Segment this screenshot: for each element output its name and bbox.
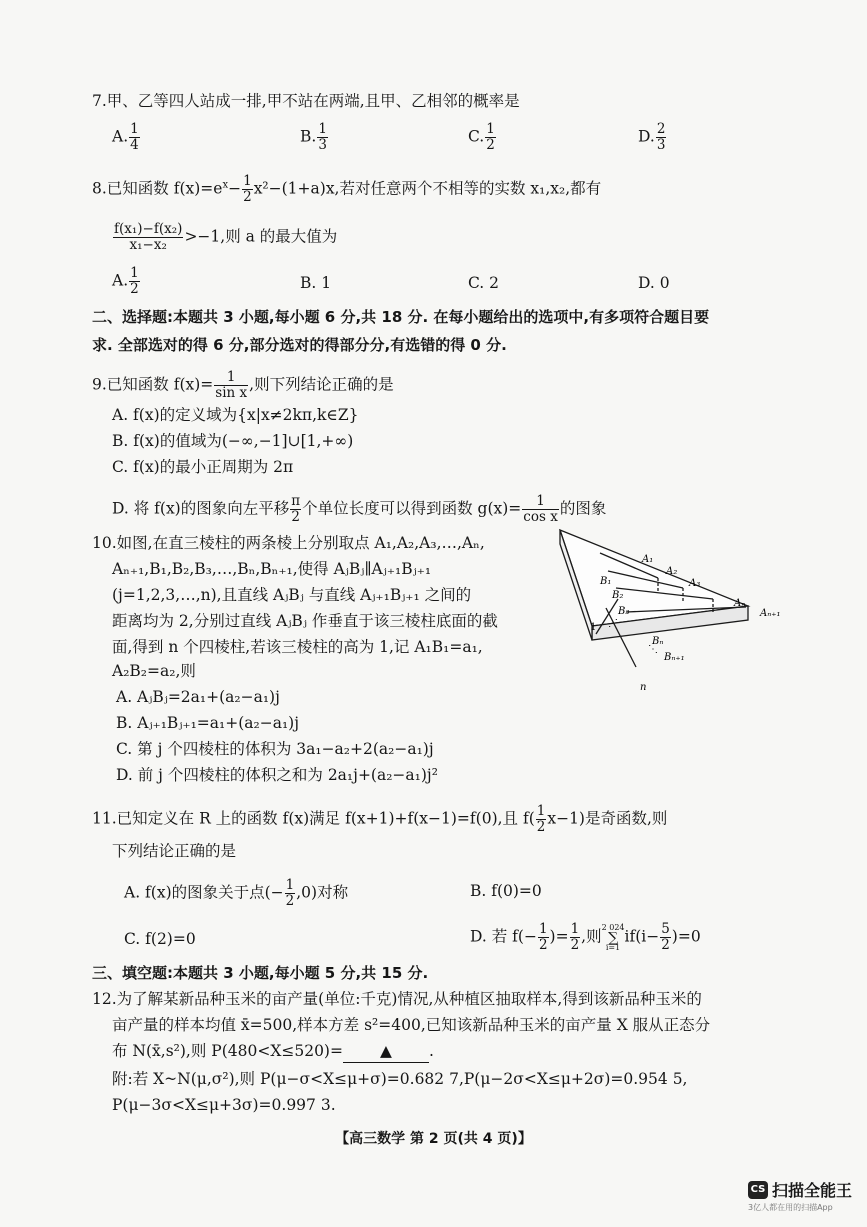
label-one: 1 [590, 622, 597, 633]
q10-option-c: C. 第 j 个四棱柱的体积为 3a₁−a₂+2(a₂−a₁)j [116, 740, 434, 758]
q11-stem: 11.已知定义在 R 上的函数 f(x)满足 f(x+1)+f(x−1)=f(0),且 f( $\frac{1}{2}$ x−1)是奇函数,则 [92, 803, 668, 835]
q7-option-d: D. $\frac{2}{3}$ [638, 121, 666, 153]
q10-line-6: A₂B₂=a₂,则 [112, 662, 196, 680]
q8-option-b: B. 1 [300, 274, 332, 292]
q12-note-2: P(μ−3σ<X≤μ+3σ)=0.997 3. [112, 1096, 336, 1114]
q8-option-c: C. 2 [468, 274, 500, 292]
q11-option-b: B. f(0)=0 [470, 882, 542, 900]
label-b3: B₃ [618, 606, 630, 617]
label-a2: A₂ [666, 566, 678, 577]
q8-stem: 8.已知函数 $f(x)=e^x-$ $\frac{1}{2}$ x²−(1+a)x,若对任意两个不相等的实数 x₁,x₂,都有 [92, 173, 602, 205]
q7-stem: 7.甲、乙等四人站成一排,甲不站在两端,且甲、乙相邻的概率是 [92, 92, 520, 110]
scanner-watermark [748, 1178, 853, 1212]
q10-line-4: 距离均为 2,分别过直线 AⱼBⱼ 作垂直于该三棱柱底面的截 [112, 612, 498, 630]
q12-line-3: 布 N(x̄,s²),则 P(480<X≤520)= ▲ . [112, 1040, 434, 1063]
label-a3: A₃ [689, 578, 701, 589]
q11-option-d: D. 若 f(− $\frac{1}{2}$ )= $\frac{1}{2}$ ,则 2 024 ∑ i=1 if(i− $\frac{5}{2}$ )=0 [470, 921, 701, 953]
q7-option-a: A. $\frac{1}{4}$ [112, 121, 139, 153]
label-an1: Aₙ₊₁ [760, 608, 781, 619]
q10-line-1: 10.如图,在直三棱柱的两条棱上分别取点 A₁,A₂,A₃,…,Aₙ, [92, 534, 485, 552]
q12-note-1: 附:若 X~N(μ,σ²),则 P(μ−σ<X≤μ+σ)=0.682 7,P(μ−2σ<X≤μ+2σ)=0.954 5, [112, 1070, 688, 1088]
q9-option-d: D. 将 f(x)的图象向左平移 $\frac{\pi}{2}$ 个单位长度可以得到函数 g(x)= $\frac{1}{\text{cos x}}$ 的图象 [112, 493, 607, 525]
q12-line-1: 12.为了解某新品种玉米的亩产量(单位:千克)情况,从种植区抽取样本,得到该新品种玉米的 [92, 990, 702, 1008]
q9-option-c: C. f(x)的最小正周期为 2π [112, 458, 294, 476]
q8-option-a: A. $\frac{1}{2}$ [112, 265, 139, 297]
scanner-name: 扫描全能王 [772, 1181, 853, 1200]
label-an: Aₙ [734, 598, 746, 609]
scanner-logo-icon: CS [748, 1181, 768, 1199]
q8-option-d: D. 0 [638, 274, 670, 292]
label-b2: B₂ [612, 590, 624, 601]
label-a1: A₁ [642, 554, 654, 565]
q10-option-a: A. AⱼBⱼ=2a₁+(a₂−a₁)j [116, 688, 280, 706]
label-b1: B₁ [600, 576, 612, 587]
q10-option-b: B. Aⱼ₊₁Bⱼ₊₁=a₁+(a₂−a₁)j [116, 714, 300, 732]
section2-line1: 二、选择题:本题共 3 小题,每小题 6 分,共 18 分. 在每小题给出的选项中,有多项符合题目要 [92, 308, 710, 326]
q10-option-d: D. 前 j 个四棱柱的体积之和为 2a₁j+(a₂−a₁)j² [116, 766, 438, 784]
q10-line-2: Aₙ₊₁,B₁,B₂,B₃,…,Bₙ,Bₙ₊₁,使得 AⱼBⱼ∥Aⱼ₊₁Bⱼ₊₁ [112, 560, 432, 578]
q8-condition: $\frac{\text{f(x₁)−f(x₂)}}{\text{x₁−x₂}}$ >−1,则 a 的最大值为 [114, 221, 338, 253]
q9-option-b: B. f(x)的值域为(−∞,−1]∪[1,+∞) [112, 432, 354, 450]
q10-prism-figure [548, 522, 810, 702]
q9-option-a: A. f(x)的定义域为{x|x≠2kπ,k∈Z} [112, 406, 359, 424]
q9-stem: 9.已知函数 f(x)= $\frac{1}{\text{sin x}}$ ,则下列结论正确的是 [92, 369, 394, 401]
answer-blank[interactable]: ▲ [343, 1040, 429, 1063]
q10-line-3: (j=1,2,3,…,n),且直线 AⱼBⱼ 与直线 Aⱼ₊₁Bⱼ₊₁ 之间的 [112, 586, 472, 604]
q10-line-5: 面,得到 n 个四棱柱,若该三棱柱的高为 1,记 A₁B₁=a₁, [112, 638, 483, 656]
label-n: n [640, 682, 647, 693]
q7-option-b: B. $\frac{1}{3}$ [300, 121, 327, 153]
dots-upper: ⋰ [608, 618, 618, 629]
section2-line2: 求. 全部选对的得 6 分,部分选对的得部分分,有选错的得 0 分. [92, 336, 507, 354]
q11-stem-line2: 下列结论正确的是 [112, 842, 237, 860]
label-bn: Bₙ [652, 636, 664, 647]
q11-option-c: C. f(2)=0 [124, 930, 196, 948]
dots-lower: ⋱ [648, 644, 658, 655]
label-bn1: Bₙ₊₁ [664, 652, 685, 663]
q7-option-c: C. $\frac{1}{2}$ [468, 121, 495, 153]
section3-title: 三、填空题:本题共 3 小题,每小题 5 分,共 15 分. [92, 964, 429, 982]
page-footer: 【高三数学 第 2 页(共 4 页)】 [335, 1131, 532, 1147]
q11-option-a: A. f(x)的图象关于点(− $\frac{1}{2}$ ,0)对称 [124, 877, 349, 909]
q12-line-2: 亩产量的样本均值 x̄=500,样本方差 s²=400,已知该新品种玉米的亩产量 X 服从正态分 [112, 1016, 711, 1034]
scanner-tagline: 3亿人都在用的扫描App [748, 1203, 833, 1212]
